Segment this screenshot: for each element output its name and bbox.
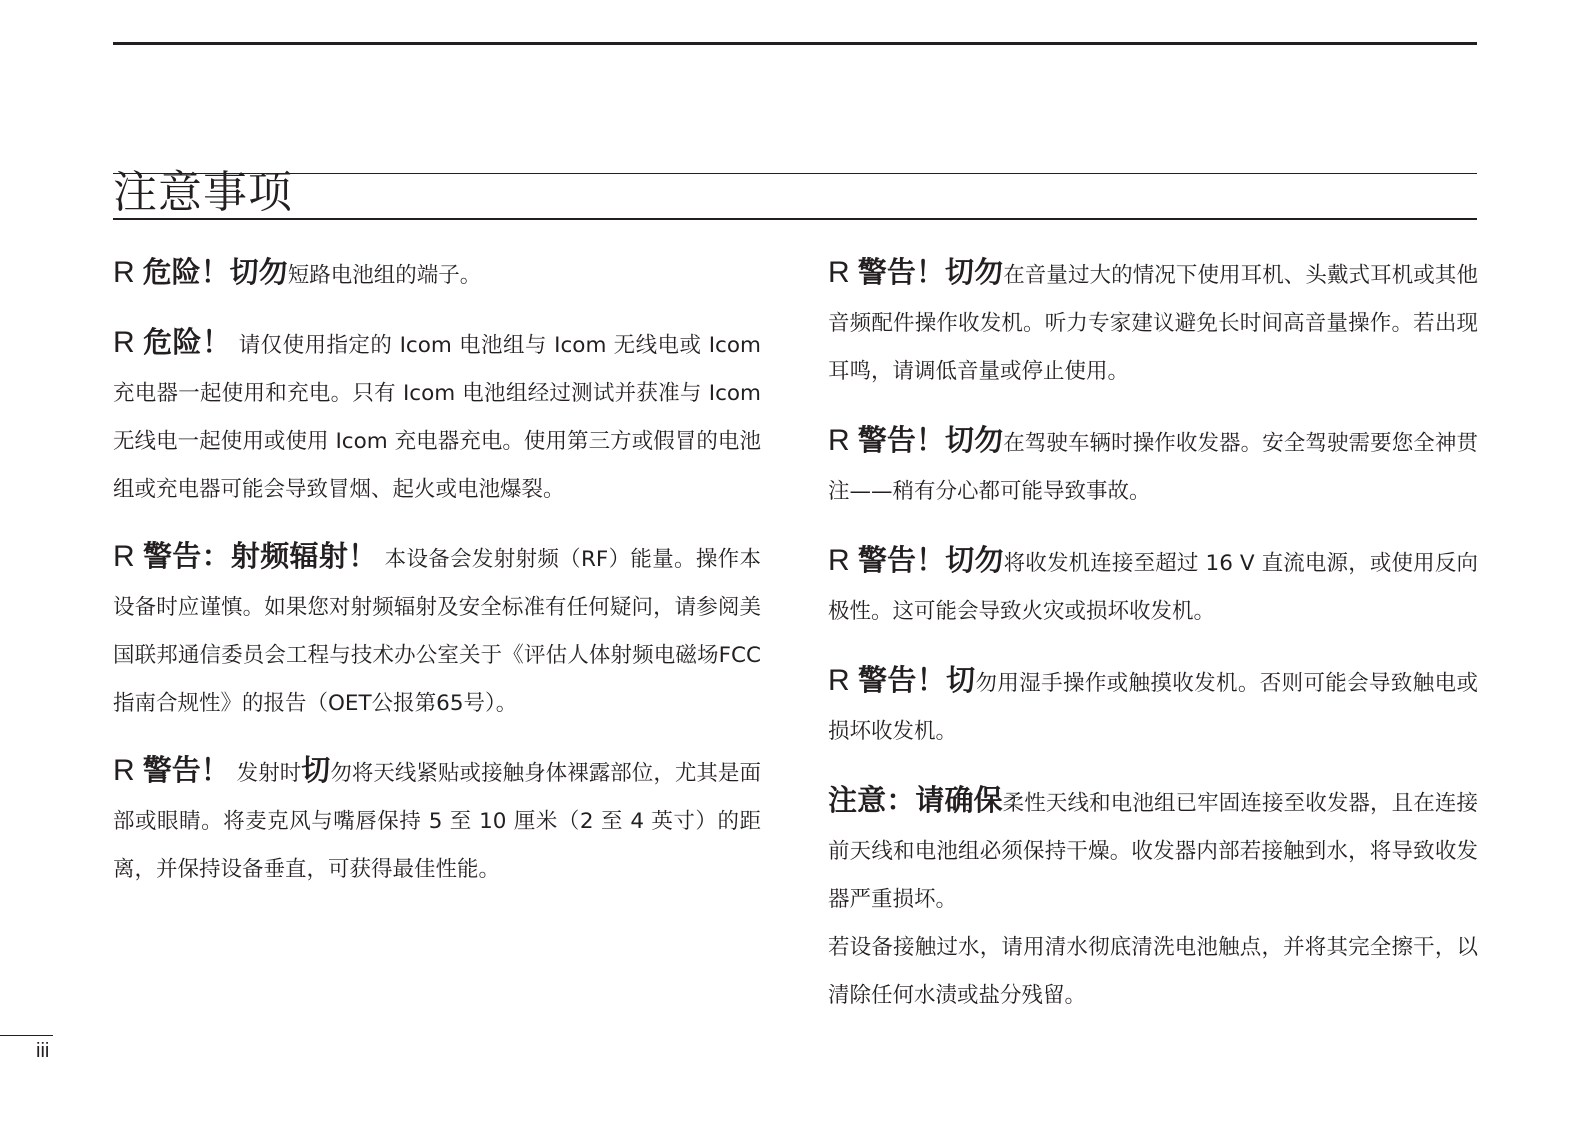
body-text: 请仅使用指定的 Icom 电池组与 Icom 无线电或 Icom 充电器一起使用和充电。只有 Icom 电池组经过测试并获准与 Icom 无线电一起使用或使用 Icom 充电器充电。使用第三方或假冒的电池组或充电器可能会导致冒烟、起火或电池爆裂。 <box>113 333 761 502</box>
warning-headphones <box>828 248 1478 396</box>
body-text: 发射时 <box>229 761 302 786</box>
warning-mark: R <box>113 754 135 787</box>
lead-label: 警告！切勿 <box>857 255 1004 289</box>
body-text: 短路电池组的端子。 <box>287 263 482 288</box>
warning-antenna-contact <box>113 746 761 894</box>
body-text: 勿将天线紧贴或接触身体裸露部位，尤其是面部或眼睛。将麦克风与嘴唇保持 5 至 10 厘米（2 至 4 英寸）的距离，并保持设备垂直，可获得最佳性能。 <box>113 761 761 882</box>
page-title: 注意事项 <box>113 167 293 218</box>
body-text: 若设备接触过水，请用清水彻底清洗电池触点，并将其完全擦干，以清除任何水渍或盐分残留。 <box>828 935 1478 1008</box>
body-text: 将收发机连接至超过 16 V 直流电源，或使用反向极性。这可能会导致火灾或损坏收发机。 <box>828 551 1478 624</box>
body-text: 勿用湿手操作或触摸收发机。否则可能会导致触电或损坏收发机。 <box>828 671 1478 744</box>
body-text: 柔性天线和电池组已牢固连接至收发器，且在连接前天线和电池组必须保持干燥。收发器内部若接触到水，将导致收发器严重损坏。 <box>828 791 1478 912</box>
lead-label: 危险！ <box>142 325 232 359</box>
lead-label: 警告！切勿 <box>857 423 1004 457</box>
warning-mark: R <box>828 256 850 289</box>
lead-label-2: 切 <box>301 753 331 787</box>
warning-mark: R <box>113 326 135 359</box>
warning-mark: R <box>113 540 135 573</box>
warning-driving <box>828 416 1478 516</box>
lead-label: 警告！ <box>142 753 230 787</box>
warning-wet-hands <box>828 656 1478 756</box>
warning-mark: R <box>828 424 850 457</box>
warning-mark: R <box>828 544 850 577</box>
right-column <box>828 248 1478 1040</box>
title-rule-top <box>113 173 1477 174</box>
page-number-rule <box>0 1035 53 1036</box>
warning-mark: R <box>828 664 850 697</box>
body-text: 在驾驶车辆时操作收发器。安全驾驶需要您全神贯注——稍有分心都可能导致事故。 <box>828 431 1478 504</box>
danger-battery <box>113 318 761 514</box>
warning-power-supply <box>828 536 1478 636</box>
page-number: iii <box>36 1040 50 1062</box>
danger-short-circuit <box>113 248 761 300</box>
header-rule <box>113 42 1477 45</box>
caution-antenna-battery <box>828 776 1478 924</box>
lead-label: 警告：射频辐射！ <box>142 539 378 573</box>
warning-mark: R <box>113 256 135 289</box>
warning-rf-exposure <box>113 532 761 728</box>
title-rule-bottom <box>113 218 1477 220</box>
body-text: 在音量过大的情况下使用耳机、头戴式耳机或其他音频配件操作收发机。听力专家建议避免长时间高音量操作。若出现耳鸣，请调低音量或停止使用。 <box>828 263 1478 384</box>
lead-label: 注意：请确保 <box>828 783 1003 817</box>
body-text: 本设备会发射射频（RF）能量。操作本设备时应谨慎。如果您对射频辐射及安全标准有任何疑问，请参阅美国联邦通信委员会工程与技术办公室关于《评估人体射频电磁场FCC指南合规性》的报告（OET公报第65号）。 <box>113 547 761 716</box>
lead-label: 警告！切 <box>857 663 976 697</box>
caution-water-contact <box>828 924 1478 1020</box>
lead-label: 警告！切勿 <box>857 543 1004 577</box>
left-column <box>113 248 761 912</box>
lead-label: 危险！切勿 <box>142 255 288 289</box>
